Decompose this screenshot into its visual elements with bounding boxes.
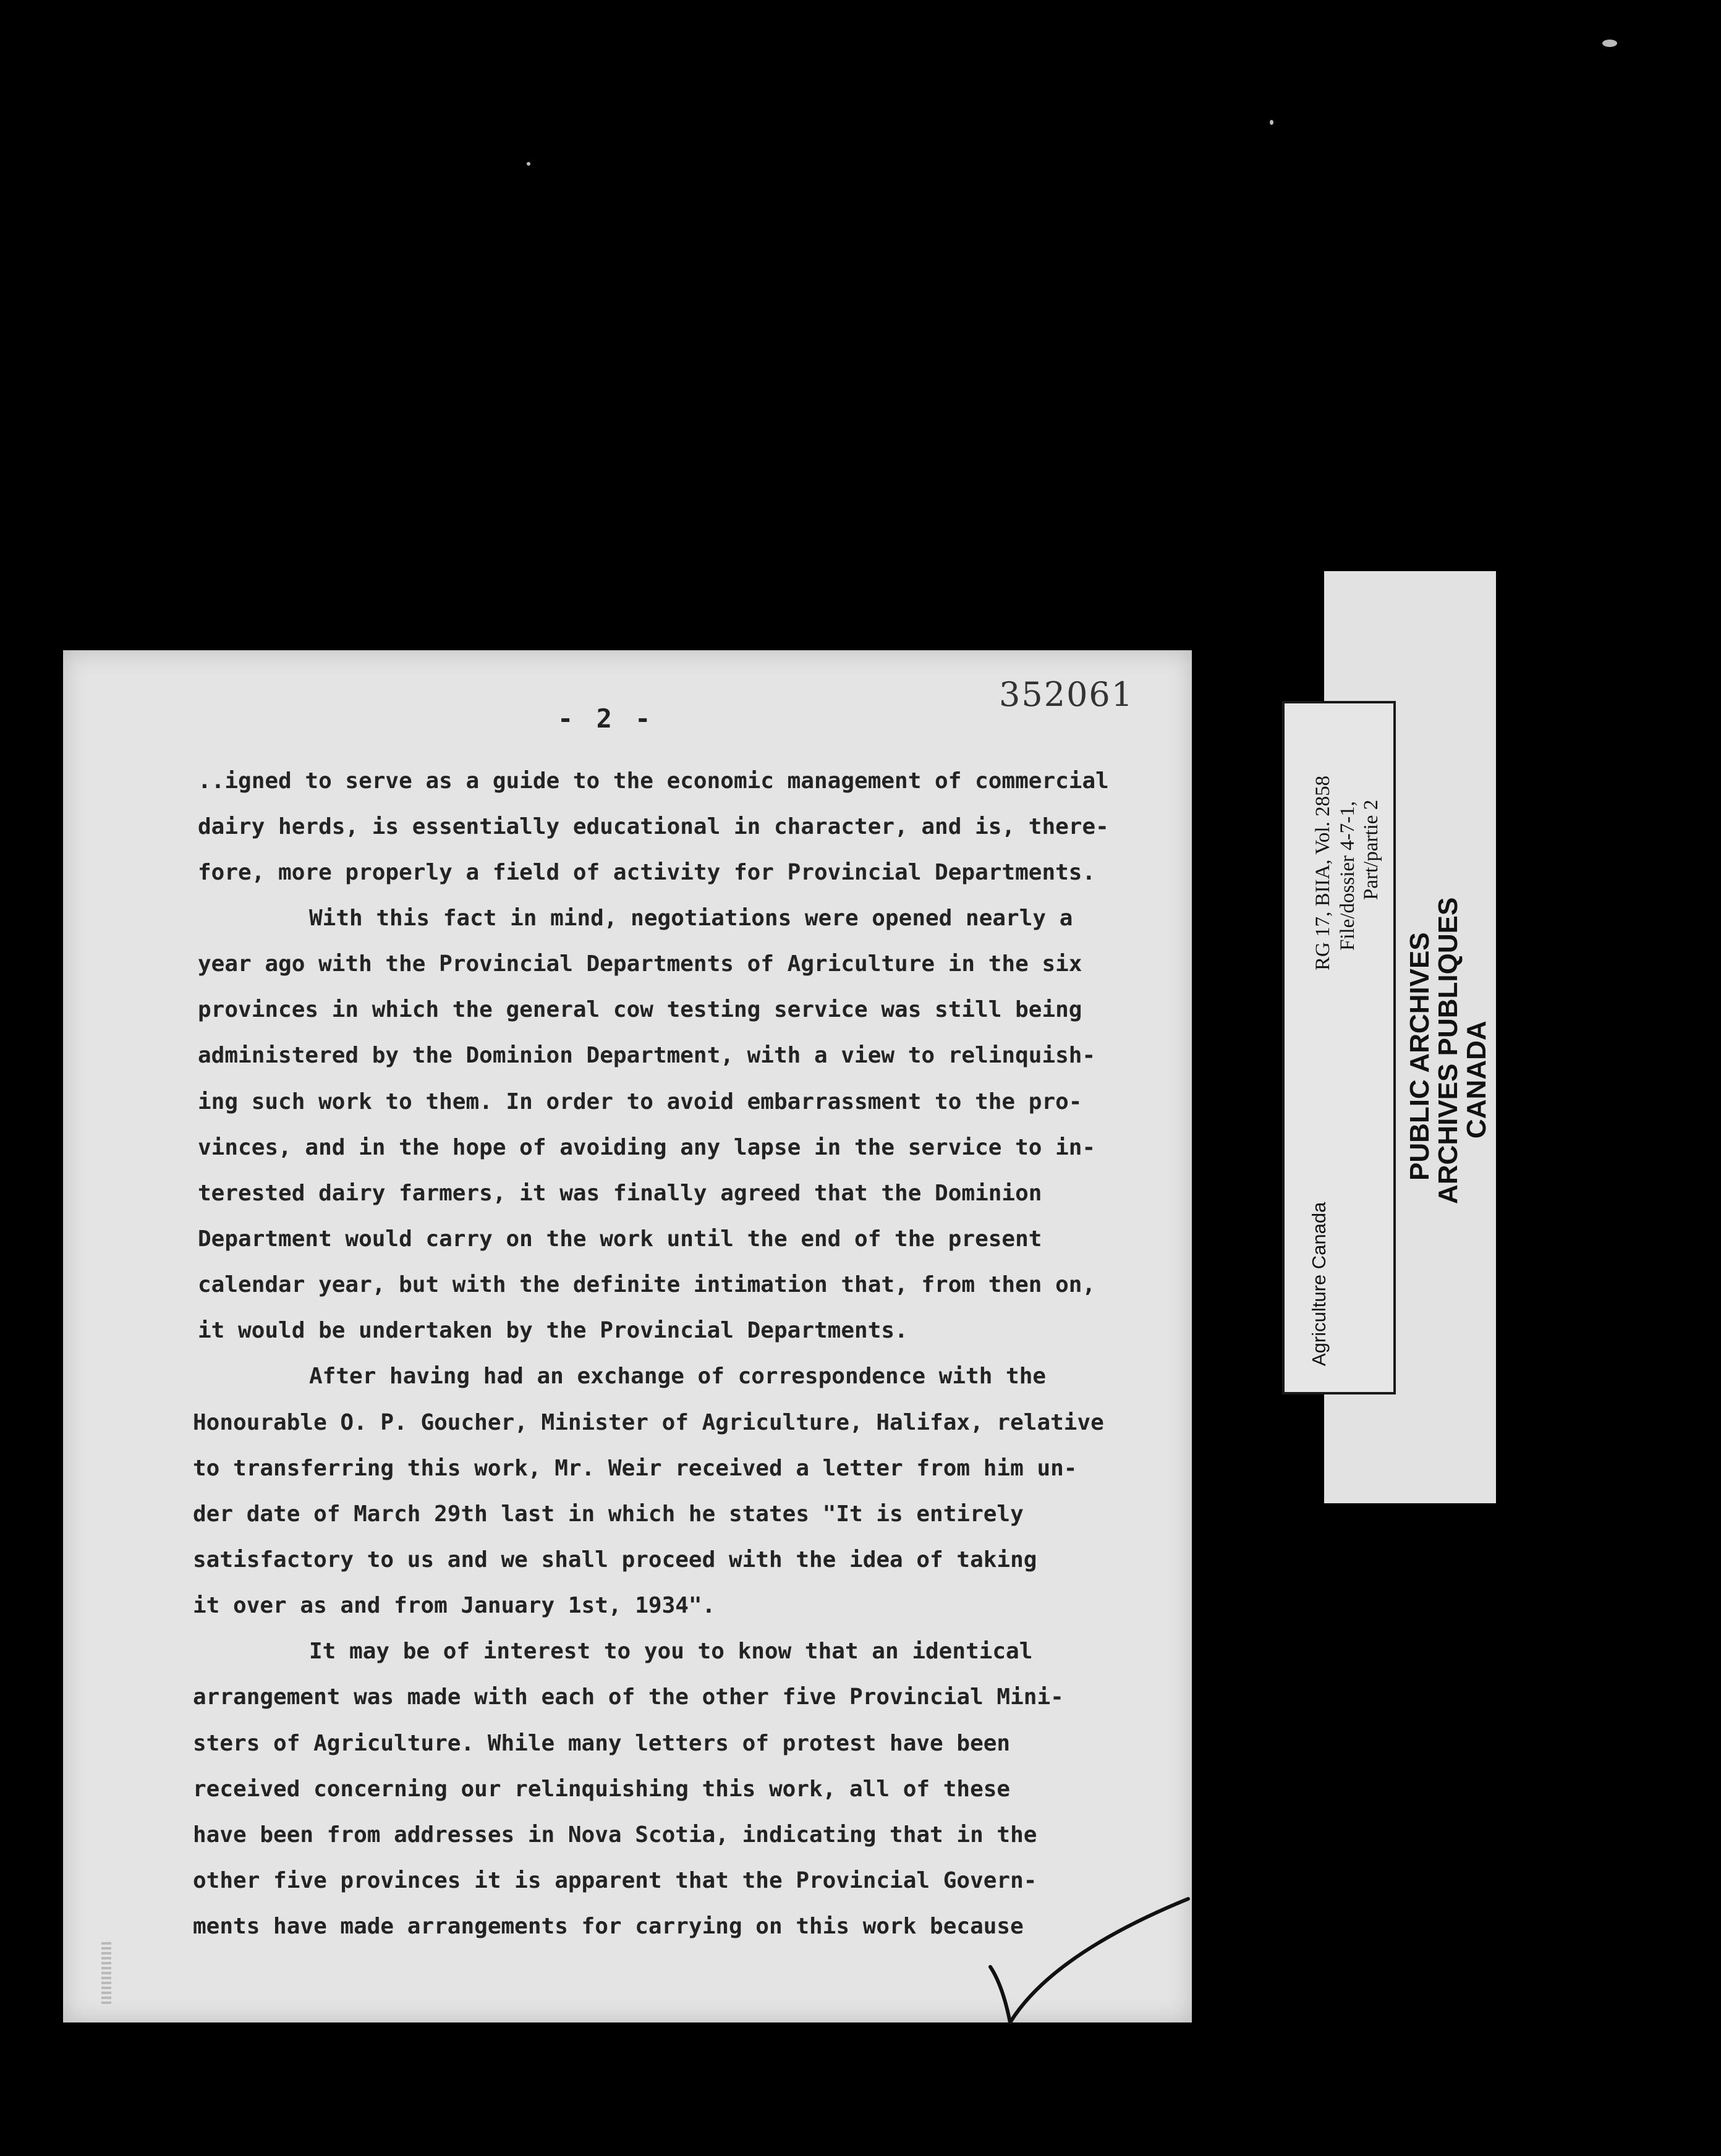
archives-en-label: PUBLIC ARCHIVES — [1404, 932, 1435, 1181]
text-line: it over as and from January 1st, 1934". — [193, 1593, 716, 1618]
text-line: After having had an exchange of correspondence with the — [309, 1364, 1047, 1389]
check-mark-icon — [978, 1880, 1200, 2029]
text-line: ments have made arrangements for carrying on this work because — [193, 1914, 1024, 1939]
institution-label: Agriculture Canada — [1308, 1202, 1330, 1366]
text-line: year ago with the Provincial Departments of Agriculture in the six — [198, 951, 1082, 977]
text-line: calendar year, but with the definite intimation that, from then on, — [198, 1272, 1096, 1297]
text-line: It may be of interest to you to know that an identical — [309, 1639, 1033, 1664]
text-line: ing such work to them. In order to avoid embarrassment to the pro- — [198, 1089, 1082, 1114]
text-line: satisfactory to us and we shall proceed with the idea of taking — [193, 1547, 1037, 1572]
text-line: With this fact in mind, negotiations were opened nearly a — [309, 906, 1073, 931]
text-line: terested dairy farmers, it was finally agreed that the Dominion — [198, 1181, 1042, 1206]
archives-fr-label: ARCHIVES PUBLIQUES — [1433, 897, 1463, 1204]
margin-mark — [101, 1942, 111, 2004]
text-line: to transferring this work, Mr. Weir received a letter from him un- — [193, 1456, 1077, 1481]
country-label: CANADA — [1461, 1021, 1492, 1139]
speck — [1270, 120, 1273, 125]
text-line: administered by the Dominion Department, with a view to relinquish- — [198, 1043, 1096, 1068]
text-line: der date of March 29th last in which he states "It is entirely — [193, 1501, 1024, 1527]
page-number: - 2 - — [558, 703, 655, 734]
document-page — [63, 650, 1192, 2022]
text-line: Department would carry on the work until the end of the present — [198, 1226, 1042, 1252]
text-line: sters of Agriculture. While many letters of protest have been — [193, 1731, 1011, 1756]
reference-volume: RG 17, BIIA, Vol. 2858 — [1312, 775, 1334, 970]
archive-reference-card — [1282, 701, 1396, 1394]
stamp-number: 352061 — [999, 675, 1134, 714]
text-line: Honourable O. P. Goucher, Minister of Agriculture, Halifax, relative — [193, 1410, 1104, 1435]
text-line: arrangement was made with each of the other five Provincial Mini- — [193, 1684, 1064, 1710]
text-line: have been from addresses in Nova Scotia, indicating that in the — [193, 1822, 1037, 1848]
text-line: fore, more properly a field of activity for Provincial Departments. — [198, 860, 1096, 885]
reference-part: Part/partie 2 — [1360, 799, 1382, 900]
speck — [527, 162, 530, 166]
text-line: vinces, and in the hope of avoiding any lapse in the service to in- — [198, 1135, 1096, 1160]
text-line: provinces in which the general cow testing service was still being — [198, 997, 1082, 1022]
reference-file: File/dossier 4-7-1, — [1336, 801, 1359, 951]
speck — [1602, 40, 1617, 47]
text-line: other five provinces it is apparent that the Provincial Govern- — [193, 1868, 1037, 1893]
text-line: it would be undertaken by the Provincial Departments. — [198, 1318, 908, 1343]
text-line: ..igned to serve as a guide to the economic management of commercial — [198, 768, 1109, 794]
text-line: received concerning our relinquishing this work, all of these — [193, 1776, 1011, 1802]
text-line: dairy herds, is essentially educational in character, and is, there- — [198, 814, 1109, 839]
